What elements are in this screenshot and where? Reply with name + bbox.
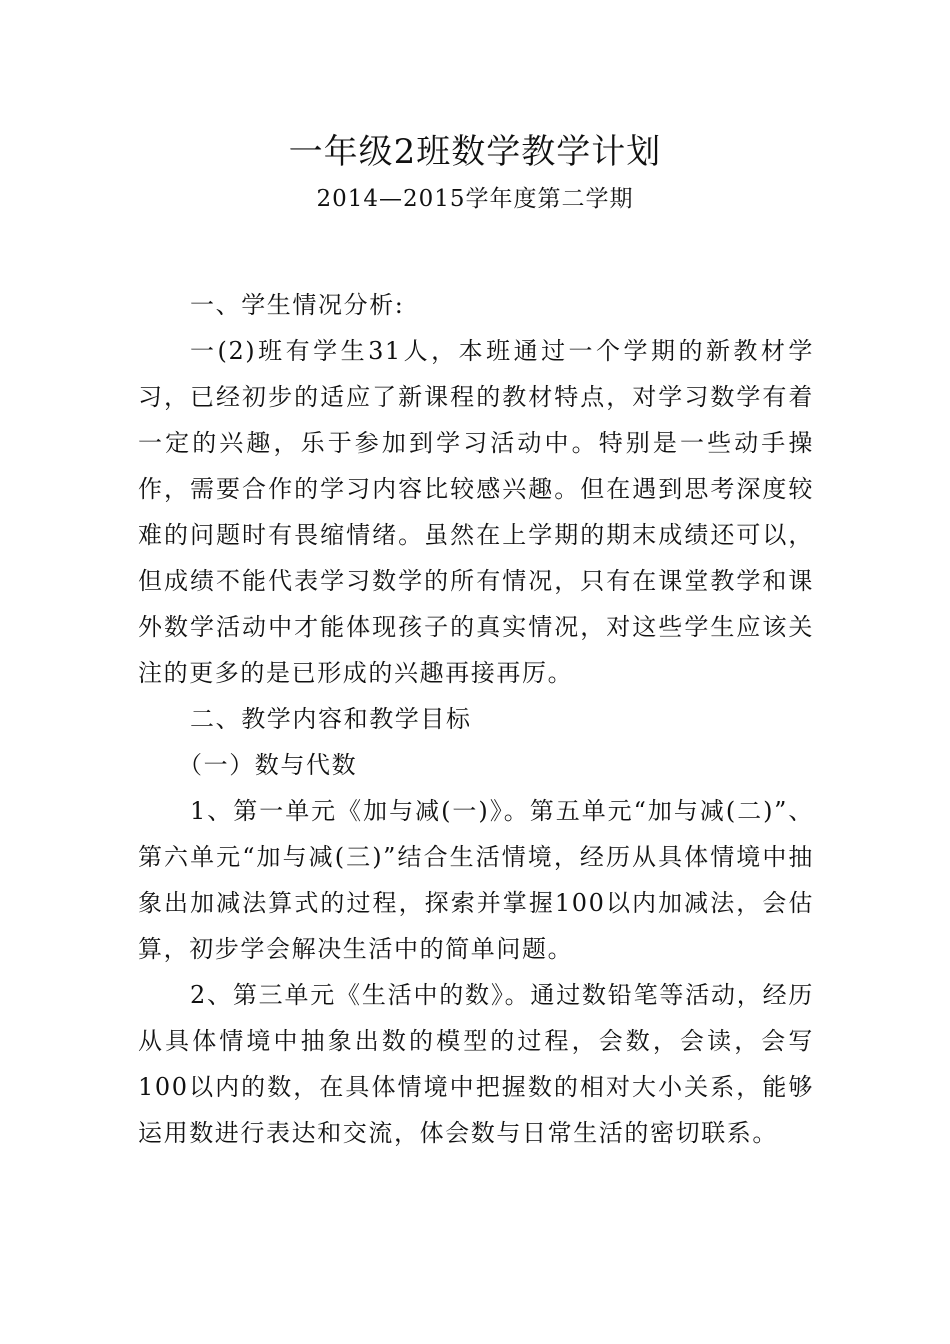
section-heading-student-analysis: 一、学生情况分析:	[190, 291, 405, 319]
paragraph-unit-addition-subtraction: 1、第一单元《加与减(一)》。第五单元“加与减(二)”、第六单元“加与减(三)”结合生活情境，经历从具体情境中抽象出加减法算式的过程，探索并掌握100以内加减法，会估算，初步学会解决生活中的简单问题。	[138, 797, 814, 963]
paragraph-student-analysis: 一(2)班有学生31人，本班通过一个学期的新教材学习，已经初步的适应了新课程的教材特点，对学习数学有着一定的兴趣，乐于参加到学习活动中。特别是一些动手操作，需要合作的学习内容比较感兴趣。但在遇到思考深度较难的问题时有畏缩情绪。虽然在上学期的期末成绩还可以，但成绩不能代表学习数学的所有情况，只有在课堂教学和课外数学活动中才能体现孩子的真实情况，对这些学生应该关注的更多的是已形成的兴趣再接再厉。	[138, 337, 814, 687]
document-title: 一年级2班数学教学计划	[288, 132, 662, 172]
paragraph-unit-numbers-in-life: 2、第三单元《生活中的数》。通过数铅笔等活动，经历从具体情境中抽象出数的模型的过程，会数，会读，会写100以内的数，在具体情境中把握数的相对大小关系，能够运用数进行表达和交流，体会数与日常生活的密切联系。	[138, 981, 814, 1147]
document-body	[138, 282, 814, 1156]
section-heading-content-goals: 二、教学内容和教学目标	[190, 705, 472, 733]
subsection-heading-numbers-algebra: （一）数与代数	[178, 751, 358, 779]
document-subtitle: 2014—2015学年度第二学期	[316, 186, 634, 212]
